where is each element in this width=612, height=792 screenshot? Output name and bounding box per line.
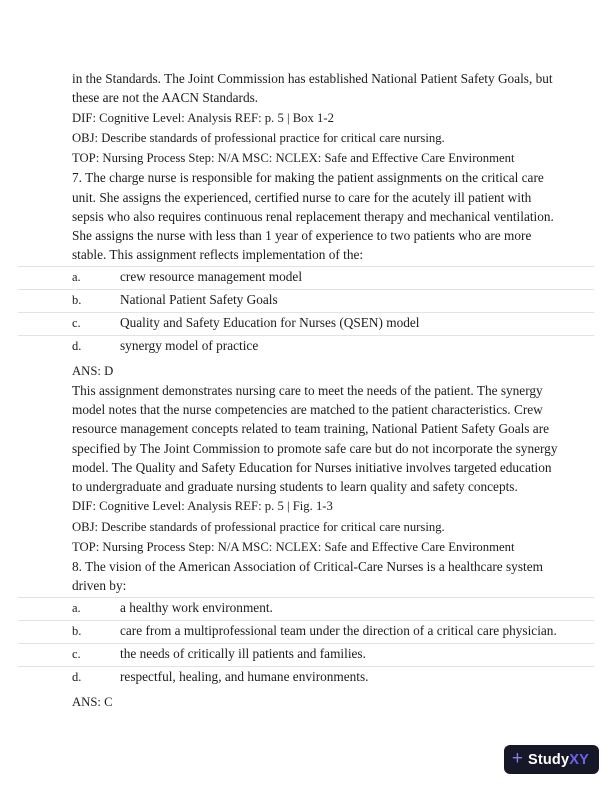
option-text: Quality and Safety Education for Nurses (QSEN) model: [120, 315, 420, 331]
question-7-options: [18, 266, 594, 358]
option-text: the needs of critically ill patients and families.: [120, 646, 366, 662]
question-7-text: 7. The charge nurse is responsible for making the patient assignments on the critical care unit. She assigns the experienced, certified nurse to care for the acutely ill patient with sepsis who also requires continuous renal replacement therapy and mechanical ventilation. She assigns the nurse with less than 1 year of experience to two patients who are more stable. This assignment reflects implementation of the:: [72, 170, 554, 263]
page-content: [72, 69, 564, 712]
obj-line: OBJ: Describe standards of professional practice for critical care nursing.: [72, 130, 445, 145]
option-letter: a.: [72, 601, 81, 616]
plus-icon: +: [511, 748, 523, 769]
option-row-c: [18, 643, 594, 666]
option-letter: b.: [72, 293, 82, 308]
option-letter: b.: [72, 624, 82, 639]
option-text: respectful, healing, and humane environments.: [120, 669, 369, 685]
option-letter: c.: [72, 647, 81, 662]
top-line: TOP: Nursing Process Step: N/A MSC: NCLEX: Safe and Effective Care Environment: [72, 151, 515, 165]
question6-metadata: [72, 108, 564, 169]
option-row-c: [18, 312, 594, 335]
option-row-a: [18, 267, 594, 289]
question-8-text: 8. The vision of the American Association of Critical-Care Nurses is a healthcare system driven by:: [72, 559, 543, 594]
question-7-rationale: This assignment demonstrates nursing care to meet the needs of the patient. The synergy model notes that the nurse competencies are matched to the patient characteristics. Crew resource management concepts related to team training, National Patient Safety Goals are specified by The Joint Commission to promote safe care but do not incorporate the synergy model. The Quality and Safety Education for Nurses initiative involves targeted education to undergraduate and graduate nursing students to learn quality and safety concepts.: [72, 382, 558, 495]
option-text: care from a multiprofessional team under the direction of a critical care physician.: [120, 623, 557, 639]
option-row-b: [18, 289, 594, 312]
option-letter: c.: [72, 316, 81, 331]
question-8-number: 8.: [72, 559, 82, 575]
option-text: a healthy work environment.: [120, 600, 273, 616]
option-row-d: [18, 335, 594, 358]
option-row-a: [18, 598, 594, 620]
option-text: crew resource management model: [120, 269, 303, 285]
question-7-number: 7.: [72, 170, 82, 186]
option-letter: a.: [72, 270, 81, 285]
page-continuation-text: in the Standards. The Joint Commission has established National Patient Safety Goals, but these are not the AACN Standards.: [72, 71, 553, 106]
question7-metadata: [72, 496, 564, 557]
option-text: synergy model of practice: [120, 338, 259, 354]
dif-line: DIF: Cognitive Level: Analysis REF: p. 5 | Fig. 1-3: [72, 499, 333, 514]
brand-name: StudyXY: [527, 751, 589, 768]
top-line: TOP: Nursing Process Step: N/A MSC: NCLEX: Safe and Effective Care Environment: [72, 539, 515, 554]
question-8-answer: ANS: C: [72, 694, 113, 709]
option-letter: d.: [72, 670, 82, 685]
obj-line: OBJ: Describe standards of professional practice for critical care nursing.: [72, 519, 445, 534]
option-row-b: [18, 620, 594, 643]
studyxy-logo: [504, 745, 599, 774]
question-7-answer: ANS: D: [72, 363, 114, 378]
option-text: National Patient Safety Goals: [120, 292, 278, 308]
option-row-d: [18, 666, 594, 689]
dif-line: DIF: Cognitive Level: Analysis REF: p. 5 | Box 1-2: [72, 110, 334, 125]
option-letter: d.: [72, 339, 82, 354]
question-8-options: [18, 597, 594, 689]
